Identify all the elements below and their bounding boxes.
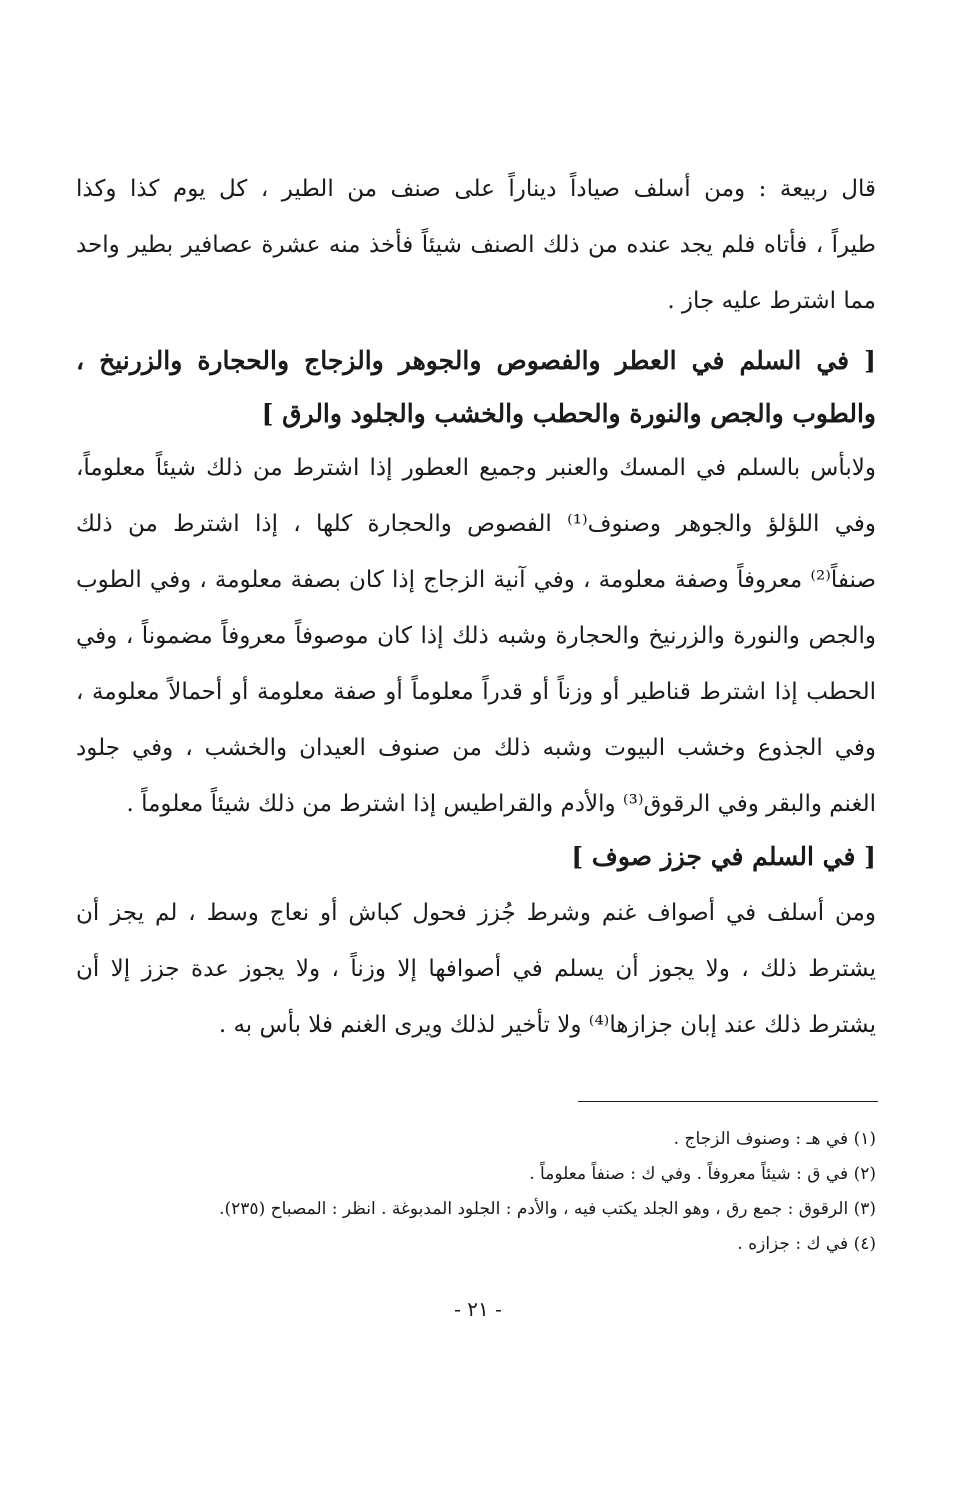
paragraph-line: يشترط ذلك عند إبان جزازها⁽⁴⁾ ولا تأخير لذلك ويرى الغنم فلا بأس به . [218,1012,876,1038]
section-heading: [ في السلم في العطر والفصوص والجوهر والزجاج والحجارة والزرنيخ ، [76,346,876,375]
paragraph-line: ولابأس بالسلم في المسك والعنبر وجميع العطور إذا اشترط من ذلك شيئاً معلوماً، [76,455,876,481]
footnote: (٤) في ك : جزازه . [737,1234,876,1254]
paragraph-line: ومن أسلف في أصواف غنم وشرط جُزز فحول كباش أو نعاج وسط ، لم يجز أن [76,900,876,926]
footnote: (٢) في ق : شيئاً معروفاً . وفي ك : صنفاً معلوماً . [529,1164,876,1184]
footnote: (١) في هـ : وصنوف الزجاج . [673,1129,876,1149]
paragraph-line: يشترط ذلك ، ولا يجوز أن يسلم في أصوافها إلا وزناً ، ولا يجوز عدة جزز إلا أن [76,956,876,982]
paragraph-line: وفي اللؤلؤ والجوهر وصنوف⁽¹⁾ الفصوص والحجارة كلها ، إذا اشترط من ذلك [76,511,876,537]
paragraph-line: الغنم والبقر وفي الرقوق⁽³⁾ والأدم والقراطيس إذا اشترط من ذلك شيئاً معلوماً . [126,791,876,817]
paragraph-line: قال ربيعة : ومن أسلف صياداً ديناراً على صنف من الطير ، كل يوم كذا وكذا [76,176,876,202]
paragraph-line: طيراً ، فأتاه فلم يجد عنده من ذلك الصنف شيئاً فأخذ منه عشرة عصافير بطير واحد [76,232,876,258]
paragraph-line: وفي الجذوع وخشب البيوت وشبه ذلك من صنوف العيدان والخشب ، وفي جلود [76,735,876,761]
paragraph-line: مما اشترط عليه جاز . [667,288,876,314]
paragraph-line: صنفاً⁽²⁾ معروفاً وصفة معلومة ، وفي آنية الزجاج إذا كان بصفة معلومة ، وفي الطوب [76,567,876,593]
paragraph-line: الحطب إذا اشترط قناطير أو وزناً أو قدراً معلوماً أو صفة معلومة أو أحمالاً معلومة ، [76,679,876,705]
footnote: (٣) الرقوق : جمع رق ، وهو الجلد يكتب فيه ، والأدم : الجلود المدبوغة . انظر : المصباح (٢٣٥). [219,1199,876,1219]
section-heading: [ في السلم في جزز صوف ] [571,842,876,871]
page-number: - ٢١ - [454,1297,502,1321]
section-heading: والطوب والجص والنورة والحطب والخشب والجلود والرق ] [261,399,876,428]
paragraph-line: والجص والنورة والزرنيخ والحجارة وشبه ذلك إذا كان موصوفاً معروفاً مضموناً ، وفي [76,623,876,649]
footnote-divider [578,1101,878,1102]
